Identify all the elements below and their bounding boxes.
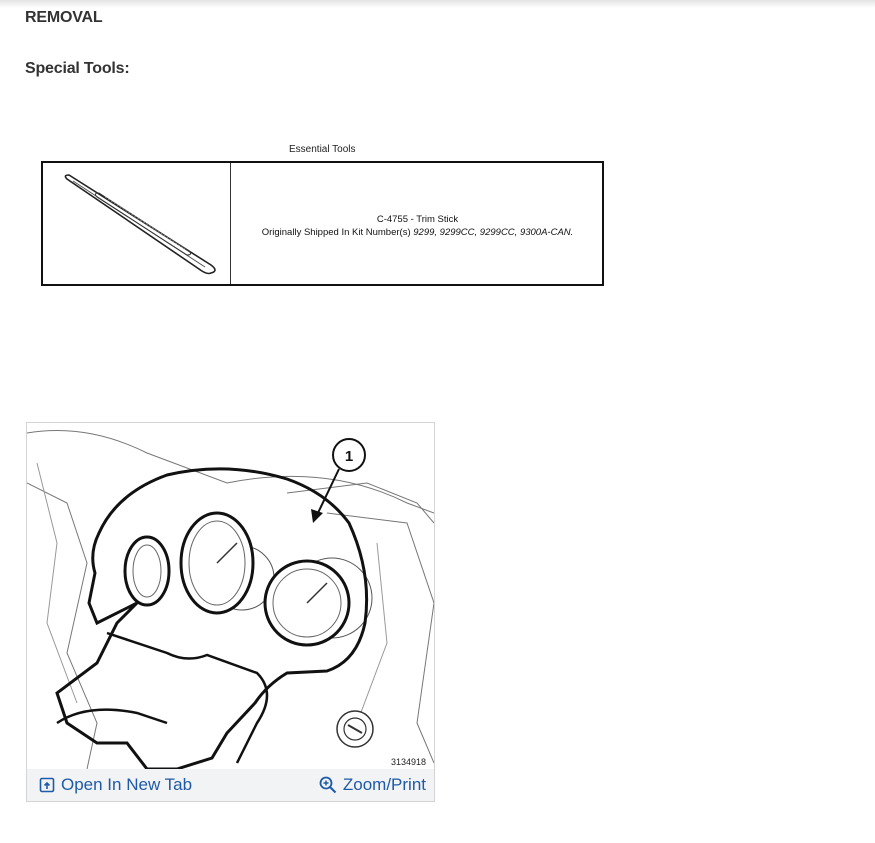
tool-name: C-4755 - Trim Stick <box>376 214 459 225</box>
instrument-cluster-figure <box>26 422 435 802</box>
figure-toolbar <box>27 769 434 801</box>
tool-kit-line <box>231 226 604 239</box>
zoom-in-icon <box>319 776 337 794</box>
top-bar-shadow <box>0 0 875 8</box>
zoom-print-link[interactable] <box>319 775 426 795</box>
zoom-print-label: Zoom/Print <box>342 775 426 794</box>
tool-kit-prefix: Originally Shipped In Kit Number(s) <box>261 227 411 238</box>
figure-id: 3134918 <box>391 757 427 767</box>
special-tools-heading: Special Tools: <box>25 60 130 77</box>
tool-kit-numbers: 9299, 9299CC, 9299CC, 9300A-CAN. <box>413 227 574 238</box>
callout-number: 1 <box>344 448 354 465</box>
open-in-new-tab-link[interactable] <box>39 775 192 795</box>
trim-stick-illustration <box>59 167 224 279</box>
instrument-cluster-bezel-illustration[interactable] <box>27 423 434 769</box>
open-new-tab-icon <box>39 777 55 793</box>
essential-tools-table <box>41 161 604 286</box>
tool-description <box>231 213 604 239</box>
tools-table-caption: Essential Tools <box>289 144 356 155</box>
open-in-new-tab-label: Open In New Tab <box>61 775 193 794</box>
section-heading-removal: REMOVAL <box>25 9 103 26</box>
